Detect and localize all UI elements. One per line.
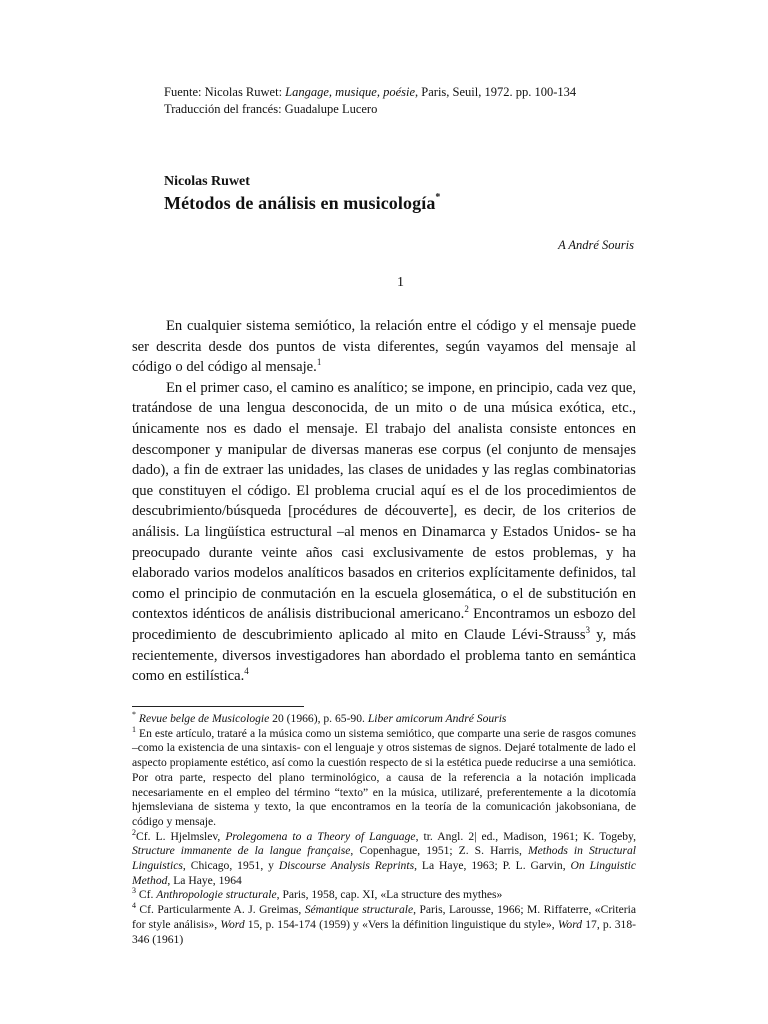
paragraph-text: y, más recientemente, diversos investigadores han abordado el problema tanto en semántica como en estilística. [132, 626, 636, 685]
paragraph [132, 316, 636, 378]
paragraph-text: En el primer caso, el camino es analítico; se impone, en principio, cada vez que, tratándose de una lengua desconocida, de un mito o de una música exótica, etc., únicamente nos es dado el mensaje. El trabajo del analista consiste entonces en descomponer y manipular de diversas maneras ese corpus (el conjunto de mensajes dado), a fin de extraer las unidades, las clases de unidades y las reglas combinatorias que constituyen el código. El problema crucial aquí es el de los procedimientos de descubrimiento/búsqueda [procédures de découverte], es decir, de los criterios de análisis. La lingüística estructural –al menos en Dinamarca y Estados Unidos- se ha preocupado durante veinte años casi exclusivamente de estos problemas, y ha elaborado varios modelos analíticos basados en criterios explícitamente definidos, tal como el principio de conmutación en la escuela glosemática, o el de substitución en contextos idénticos de análisis distribucional americano. [132, 379, 636, 623]
footnote-italic: Word [557, 917, 583, 931]
footnote-text: Cf. Particularmente A. J. Greimas, [136, 903, 305, 917]
source-line [164, 84, 576, 101]
footnote-2 [132, 827, 636, 889]
footnote-mark: 2 [132, 827, 136, 837]
footnote-text: , Paris, Larousse, 1966; M. Riffaterre, «Criteria for style análisis», [132, 903, 636, 931]
footnote-italic: Liber amicorum André Souris [367, 712, 507, 725]
body-text [132, 316, 636, 687]
footnote-italic: Methods in Structural Linguistics [132, 844, 636, 873]
footnote-text: 17, p. 318-346 (1961) [132, 917, 636, 946]
footnote-star [132, 712, 636, 727]
footnote-ref: 3 [585, 625, 591, 636]
footnote-mark: 1 [132, 724, 136, 734]
title-footnote-mark: * [435, 192, 441, 203]
footnote-text: 15, p. 154-174 (1959) y «Vers la définition linguistique du style», [244, 917, 558, 931]
footnote-ref: 4 [244, 666, 249, 677]
footnote-italic: Sémantique structurale [304, 903, 414, 917]
footnote-italic: On Linguistic Method [132, 859, 636, 887]
paragraph-text: En cualquier sistema semiótico, la relación entre el código y el mensaje puede ser descrita desde dos puntos de vista diferentes, según vayamos del mensaje al código o del código al mensaje. [132, 318, 636, 376]
footnote-italic: Discourse Analysis Reprints [278, 859, 415, 873]
footnote-text: , La Haye, 1964 [167, 873, 242, 887]
footnote-text: , Paris, 1958, cap. XI, «La structure des mythes» [276, 888, 503, 902]
footnote-italic: Anthropologie structurale [156, 888, 277, 902]
footnote-text: En este artículo, trataré a la música como un sistema semiótico, que comparte una serie de rasgos comunes –como la existencia de una sintaxis- con el lenguaje y otros sistemas de signos. Dejaré totalmente de lado el aspecto propiamente estético, así como la cuestión respecto de si la estética puede reducirse a una semiótica. Por otra parte, respecto del plano terminológico, a causa de la referencia a la notación implicada necesariamente en el empleo del término “texto” en la música, utilizaré, preferentemente a la dicotomía hjemsleviana de sistema y texto, la que encontramos en la teoría de la comunicación jakobsoniana, de código y mensaje. [132, 726, 636, 828]
dedication: A André Souris [558, 238, 634, 252]
footnote-mark: 3 [132, 886, 136, 896]
source-prefix: Fuente: Nicolas Ruwet: [164, 85, 286, 99]
footnote-mark: 4 [132, 901, 136, 911]
footnote-text: , Chicago, 1951, y [182, 859, 279, 873]
footnote-italic: Revue belge de Musicologie [138, 712, 270, 725]
footnote-text: , Copenhague, 1951; Z. S. Harris, [350, 844, 528, 858]
translation-credit: Traducción del francés: Guadalupe Lucero [164, 102, 378, 116]
article-title-block [164, 193, 441, 214]
paragraph-text: Encontramos un esbozo del procedimiento de descubrimiento aplicado al mito en Claude Lévi-Strauss [132, 606, 636, 643]
footnote-text: 20 (1966), p. 65-90. [269, 712, 368, 725]
source-book-title: Langage, musique, poésie [285, 85, 416, 99]
section-number: 1 [397, 275, 404, 290]
footnote-text: Cf. L. Hjelmslev, [136, 829, 226, 843]
footnote-mark: * [132, 710, 136, 720]
source-citation [164, 84, 576, 118]
article-title: Métodos de análisis en musicología [164, 193, 436, 213]
footnote-ref: 2 [464, 604, 469, 615]
footnotes [132, 712, 636, 947]
footnote-4 [132, 903, 636, 947]
paragraph [132, 378, 636, 687]
footnote-1 [132, 724, 636, 830]
source-suffix: , Paris, Seuil, 1972. pp. 100-134 [415, 85, 577, 99]
footnote-ref: 1 [316, 357, 322, 368]
footnote-3 [132, 888, 636, 903]
footnote-divider [132, 706, 304, 707]
footnote-italic: Word [220, 917, 245, 931]
footnote-text: , tr. Angl. 2| ed., Madison, 1961; K. Togeby, [415, 829, 636, 843]
footnote-text: , La Haye, 1963; P. L. Garvin, [414, 859, 571, 873]
footnote-text: Cf. [136, 888, 157, 902]
footnote-italic: Structure immanente de la langue française [132, 844, 351, 858]
footnote-italic: Prolegomena to a Theory of Language [225, 829, 416, 843]
article-author: Nicolas Ruwet [164, 174, 250, 189]
